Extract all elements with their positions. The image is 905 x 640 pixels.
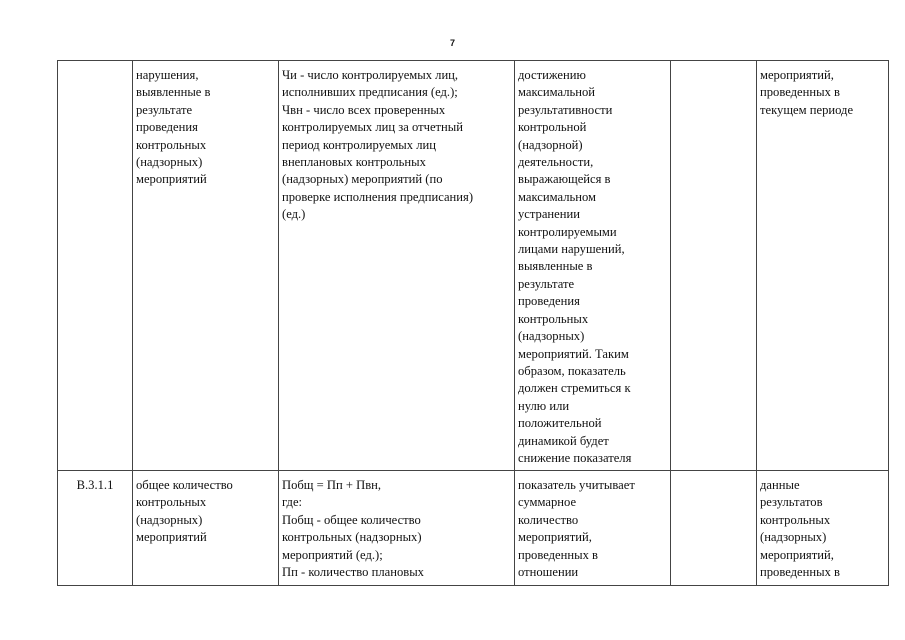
cell-target bbox=[671, 471, 757, 586]
cell-source: данные результатов контрольных (надзорных) мероприятий, проведенных в bbox=[757, 471, 889, 586]
indicators-table bbox=[57, 60, 889, 586]
table-row bbox=[58, 471, 889, 586]
cell-formula: Чи - число контролируемых лиц, исполнивших предписания (ед.); Чвн - число всех проверенных контролируемых лиц за отчетный период контролируемых лиц внеплановых контрольных (надзорных) мероприятий (по проверке исполнения предписания) (ед.) bbox=[279, 61, 515, 471]
cell-source: мероприятий, проведенных в текущем периоде bbox=[757, 61, 889, 471]
cell-indicator-name: нарушения, выявленные в результате проведения контрольных (надзорных) мероприятий bbox=[133, 61, 279, 471]
table-row bbox=[58, 61, 889, 471]
cell-code: В.3.1.1 bbox=[58, 471, 133, 586]
cell-code bbox=[58, 61, 133, 471]
cell-formula: Побщ = Пп + Пвн, где: Побщ - общее количество контрольных (надзорных) мероприятий (ед.); Пп - количество плановых bbox=[279, 471, 515, 586]
cell-comment: показатель учитывает суммарное количество мероприятий, проведенных в отношении bbox=[515, 471, 671, 586]
cell-target bbox=[671, 61, 757, 471]
page-number: 7 bbox=[449, 38, 455, 48]
cell-comment: достижению максимальной результативности контрольной (надзорной) деятельности, выражающейся в максимальном устранении контролируемыми лицами нарушений, выявленные в результате проведения контрольных (надзорных) мероприятий. Таким образом, показатель должен стремиться к нулю или положительной динамикой будет снижение показателя bbox=[515, 61, 671, 471]
cell-indicator-name: общее количество контрольных (надзорных) мероприятий bbox=[133, 471, 279, 586]
